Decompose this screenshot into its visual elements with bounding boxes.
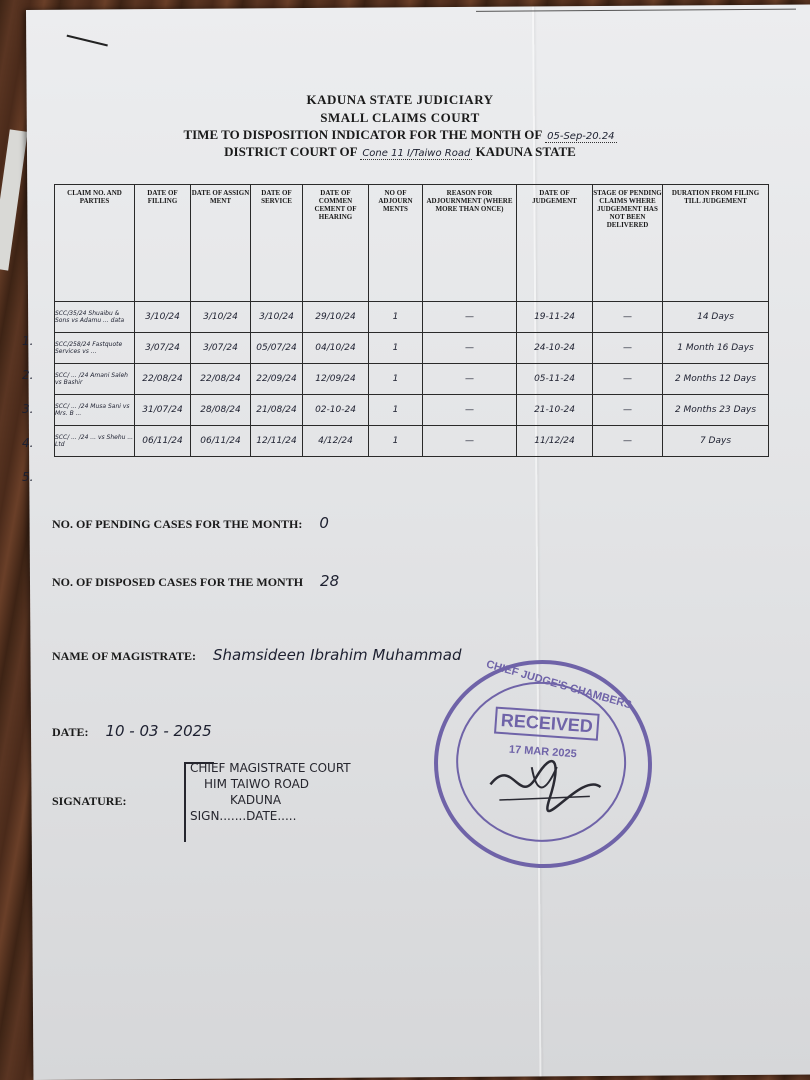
table-row — [55, 395, 769, 426]
cell-hearing: 12/09/24 — [303, 364, 369, 395]
stamp-border — [184, 762, 214, 842]
col-service: DATE OF SERVICE — [251, 185, 303, 302]
cell-reason: — — [423, 302, 517, 333]
stamp-top-text: CHIEF JUDGE'S CHAMBERS — [484, 658, 633, 712]
magistrate-value: Shamsideen Ibrahim Muhammad — [213, 646, 462, 664]
cell-service: 12/11/24 — [251, 426, 303, 457]
cell-hearing: 4/12/24 — [303, 426, 369, 457]
cell-filing: 06/11/24 — [135, 426, 191, 457]
disposed-cases-field — [52, 572, 339, 590]
col-duration: DURATION FROM FILING TILL JUDGEMENT — [663, 185, 769, 302]
cell-stage: — — [593, 333, 663, 364]
cell-filing: 3/10/24 — [135, 302, 191, 333]
col-adjournments: NO OF ADJOURN MENTS — [369, 185, 423, 302]
cell-assignment: 3/07/24 — [191, 333, 251, 364]
signature-label: SIGNATURE: — [52, 794, 127, 808]
cell-claim: SCC/ ... /24 ... vs Shehu ... Ltd — [55, 426, 135, 457]
table-row — [55, 302, 769, 333]
cell-reason: — — [423, 333, 517, 364]
cell-filing: 3/07/24 — [135, 333, 191, 364]
header-district — [90, 144, 710, 160]
cell-hearing: 04/10/24 — [303, 333, 369, 364]
pen-mark — [476, 9, 796, 12]
pending-cases-field — [52, 514, 329, 532]
magistrate-label: NAME OF MAGISTRATE: — [52, 649, 196, 663]
cell-stage: — — [593, 302, 663, 333]
cell-assignment: 06/11/24 — [191, 426, 251, 457]
header-judiciary: KADUNA STATE JUDICIARY — [306, 92, 494, 107]
row-number: 4. — [22, 436, 34, 450]
cell-judgement: 11/12/24 — [517, 426, 593, 457]
header-district-suffix: KADUNA STATE — [475, 144, 576, 159]
cell-duration: 7 Days — [663, 426, 769, 457]
cell-filing: 22/08/24 — [135, 364, 191, 395]
date-label: DATE: — [52, 725, 89, 739]
cell-duration: 1 Month 16 Days — [663, 333, 769, 364]
stamp-line: HIM TAIWO ROAD — [204, 777, 310, 791]
cell-duration: 2 Months 12 Days — [663, 364, 769, 395]
col-judgement: DATE OF JUDGEMENT — [517, 185, 593, 302]
row-number: 3. — [22, 402, 34, 416]
cell-claim: SCC/ ... /24 Amani Saleh vs Bashir — [55, 364, 135, 395]
table-row — [55, 333, 769, 364]
col-stage: STAGE OF PENDING CLAIMS WHERE JUDGEMENT HAS NOT BEEN DELIVERED — [593, 185, 663, 302]
cell-stage: — — [593, 364, 663, 395]
row-number: 2. — [22, 368, 34, 382]
table-row — [55, 364, 769, 395]
cell-stage: — — [593, 395, 663, 426]
cell-assignment: 3/10/24 — [191, 302, 251, 333]
cell-claim: SCC/ ... /24 Musa Sani vs Mrs. B ... — [55, 395, 135, 426]
page-fold — [532, 6, 541, 1076]
cell-claim: SCC/258/24 Fastquote Services vs ... — [55, 333, 135, 364]
cell-service: 3/10/24 — [251, 302, 303, 333]
stamp-received-date: 17 MAR 2025 — [508, 743, 578, 761]
cell-hearing: 02-10-24 — [303, 395, 369, 426]
cell-duration: 14 Days — [663, 302, 769, 333]
header-court: SMALL CLAIMS COURT — [320, 110, 480, 125]
cell-reason: — — [423, 426, 517, 457]
cell-reason: — — [423, 364, 517, 395]
cell-judgement: 19-11-24 — [517, 302, 593, 333]
cell-hearing: 29/10/24 — [303, 302, 369, 333]
header-month-value: 05-Sep-20.24 — [547, 131, 615, 142]
row-number: 5. — [22, 470, 34, 484]
col-claim: CLAIM NO. AND PARTIES — [55, 185, 135, 302]
signature-scribble-icon — [478, 744, 613, 823]
cell-service: 21/08/24 — [251, 395, 303, 426]
cell-claim: SCC/35/24 Shuaibu & Sons vs Adamu ... data — [55, 302, 135, 333]
cell-adjournments: 1 — [369, 364, 423, 395]
cell-adjournments: 1 — [369, 426, 423, 457]
header-indicator-text: TIME TO DISPOSITION INDICATOR FOR THE MONTH OF — [183, 127, 542, 142]
cell-assignment: 22/08/24 — [191, 364, 251, 395]
cell-judgement: 24-10-24 — [517, 333, 593, 364]
magistrate-field — [52, 646, 462, 664]
cell-filing: 31/07/24 — [135, 395, 191, 426]
header-indicator — [90, 127, 710, 143]
cell-duration: 2 Months 23 Days — [663, 395, 769, 426]
disposed-cases-label: NO. OF DISPOSED CASES FOR THE MONTH — [52, 575, 304, 589]
cell-judgement: 05-11-24 — [517, 364, 593, 395]
magistrate-court-stamp — [190, 760, 380, 846]
cell-service: 05/07/24 — [251, 333, 303, 364]
stamp-received-label: RECEIVED — [494, 707, 600, 741]
disposed-cases-value: 28 — [320, 572, 340, 590]
col-hearing: DATE OF COMMEN CEMENT OF HEARING — [303, 185, 369, 302]
cell-reason: — — [423, 395, 517, 426]
col-assignment: DATE OF ASSIGN MENT — [191, 185, 251, 302]
header-district-prefix: DISTRICT COURT OF — [224, 144, 358, 159]
col-reason: REASON FOR ADJOURNMENT (WHERE MORE THAN ONCE) — [423, 185, 517, 302]
cell-adjournments: 1 — [369, 302, 423, 333]
cell-adjournments: 1 — [369, 333, 423, 364]
date-field — [52, 722, 212, 740]
pending-cases-value: 0 — [319, 514, 329, 532]
table-header-row — [55, 185, 769, 302]
cell-stage: — — [593, 426, 663, 457]
document-page — [26, 5, 810, 1080]
cell-service: 22/09/24 — [251, 364, 303, 395]
header-district-value: Cone 11 I/Taiwo Road — [362, 148, 471, 159]
pen-mark — [67, 35, 108, 47]
stamp-line: CHIEF MAGISTRATE COURT — [190, 761, 351, 775]
cell-judgement: 21-10-24 — [517, 395, 593, 426]
row-number: 1. — [22, 334, 34, 348]
pending-cases-label: NO. OF PENDING CASES FOR THE MONTH: — [52, 517, 303, 531]
signature-field — [52, 794, 126, 809]
stamp-line: KADUNA — [230, 793, 282, 807]
table-row — [55, 426, 769, 457]
cell-adjournments: 1 — [369, 395, 423, 426]
cell-assignment: 28/08/24 — [191, 395, 251, 426]
date-value: 10 - 03 - 2025 — [105, 722, 212, 740]
disposition-table — [54, 184, 769, 457]
col-filing: DATE OF FILLING — [135, 185, 191, 302]
stamp-line: SIGN.......DATE..... — [190, 809, 297, 823]
